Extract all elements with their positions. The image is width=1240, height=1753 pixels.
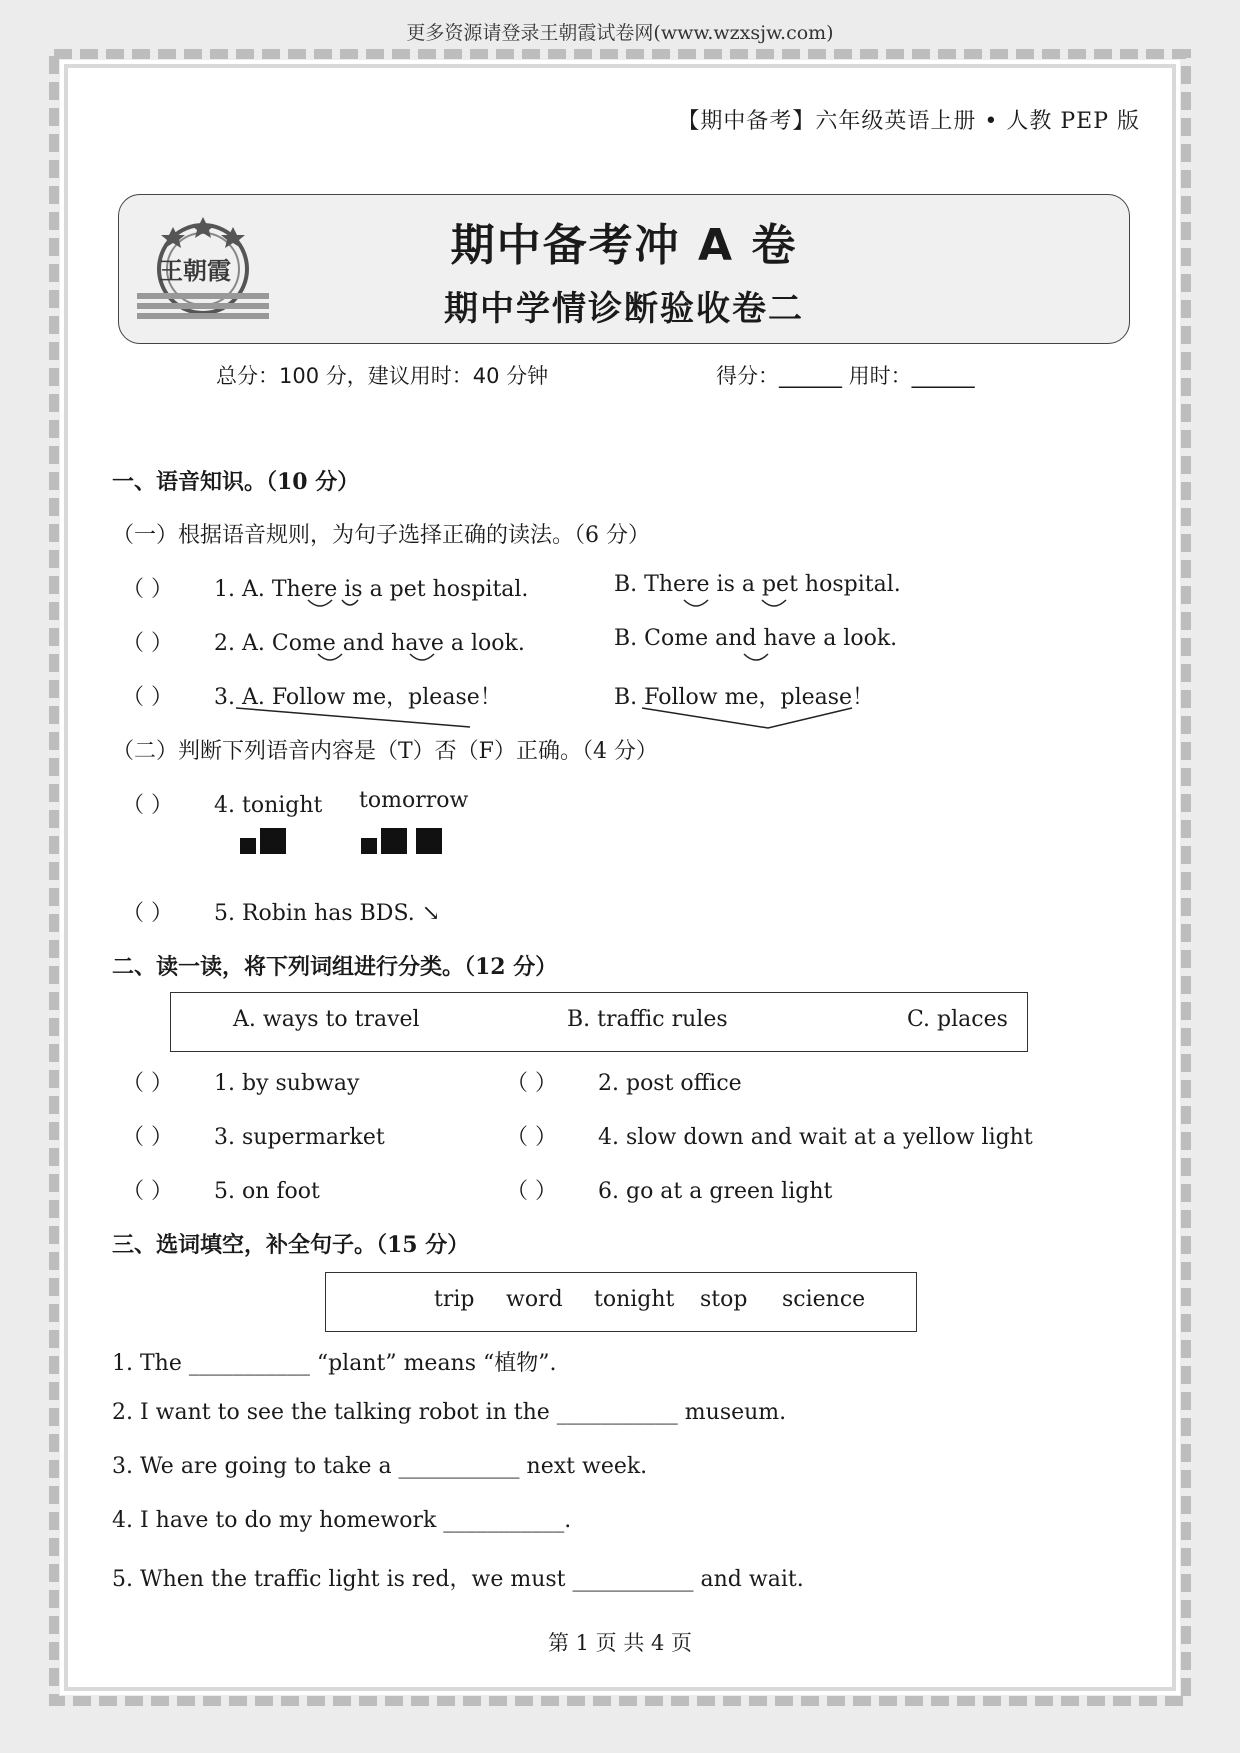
- classify-item[interactable]: [506, 1174, 832, 1205]
- section2-heading: 二、读一读，将下列词组进行分类。（12 分）: [112, 954, 558, 980]
- category-option: A. ways to travel: [233, 1007, 420, 1032]
- word-bank-item: trip: [434, 1287, 475, 1312]
- answer-paren[interactable]: （ ）: [122, 1179, 173, 1204]
- classify-item[interactable]: [506, 1066, 742, 1097]
- answer-paren[interactable]: （ ）: [122, 901, 173, 926]
- question-4-word2: tomorrow: [359, 788, 469, 813]
- question-text: 4. tonight: [214, 793, 323, 818]
- question-1b: B. There is a pet hospital.: [614, 572, 901, 597]
- section1-part1-heading: （一）根据语音规则，为句子选择正确的读法。（6 分）: [112, 523, 650, 548]
- question-text: 5. Robin has BDS. ↘: [214, 901, 441, 926]
- stress-block-large: [260, 828, 286, 854]
- item-text: 4. slow down and wait at a yellow light: [598, 1125, 1033, 1150]
- classify-item[interactable]: [122, 1066, 359, 1097]
- question-5[interactable]: [122, 896, 440, 927]
- item-text: 6. go at a green light: [598, 1179, 833, 1204]
- word-bank-item: science: [782, 1287, 866, 1312]
- answer-paren[interactable]: （ ）: [122, 685, 173, 710]
- word-bank-box: [325, 1272, 917, 1332]
- score-fields[interactable]: 得分：______ 用时：______: [716, 364, 975, 388]
- series-label: 【期中备考】六年级英语上册 • 人教 PEP 版: [677, 109, 1140, 134]
- section1-heading: 一、语音知识。（10 分）: [112, 469, 360, 495]
- word-bank-item: word: [506, 1287, 563, 1312]
- classify-item[interactable]: [122, 1174, 320, 1205]
- word-bank-item: tonight: [594, 1287, 675, 1312]
- answer-paren[interactable]: （ ）: [122, 577, 173, 602]
- answer-paren[interactable]: （ ）: [506, 1179, 557, 1204]
- page-subtitle: 期中学情诊断验收卷二: [444, 289, 804, 329]
- fill-sentence[interactable]: 3. We are going to take a ___________ next week.: [112, 1454, 648, 1479]
- answer-paren[interactable]: （ ）: [506, 1125, 557, 1150]
- answer-paren[interactable]: （ ）: [122, 793, 173, 818]
- classify-item[interactable]: [122, 1120, 385, 1151]
- classify-item[interactable]: [506, 1120, 1033, 1151]
- word-bank-item: stop: [700, 1287, 748, 1312]
- question-3b: B. Follow me，please！: [614, 685, 875, 710]
- stress-block-small: [240, 838, 256, 854]
- question-text: 2. A. Come and have a look.: [214, 631, 525, 656]
- question-4[interactable]: [122, 788, 322, 819]
- fill-sentence[interactable]: 4. I have to do my homework ___________.: [112, 1508, 572, 1533]
- stress-block-large: [381, 828, 407, 854]
- answer-paren[interactable]: （ ）: [122, 1071, 173, 1096]
- question-text: 3. A. Follow me，please！: [214, 685, 502, 710]
- item-text: 5. on foot: [214, 1179, 320, 1204]
- item-text: 1. by subway: [214, 1071, 360, 1096]
- site-note: 更多资源请登录王朝霞试卷网(www.wzxsjw.com): [406, 22, 834, 44]
- page-title: 期中备考冲 A 卷: [450, 220, 798, 271]
- question-2b: B. Come and have a look.: [614, 626, 898, 651]
- section3-heading: 三、选词填空，补全句子。（15 分）: [112, 1232, 470, 1258]
- logo-text: 王朝霞: [159, 256, 231, 285]
- item-text: 3. supermarket: [214, 1125, 385, 1150]
- category-box: [170, 992, 1028, 1052]
- question-text: 1. A. There is a pet hospital.: [214, 577, 529, 602]
- fill-sentence[interactable]: 2. I want to see the talking robot in the ___________ museum.: [112, 1400, 787, 1425]
- fill-sentence[interactable]: 1. The ___________ “plant” means “植物”.: [112, 1351, 557, 1376]
- answer-paren[interactable]: （ ）: [506, 1071, 557, 1096]
- category-option: C. places: [907, 1007, 1008, 1032]
- stress-block-small: [361, 838, 377, 854]
- answer-paren[interactable]: （ ）: [122, 1125, 173, 1150]
- answer-paren[interactable]: （ ）: [122, 631, 173, 656]
- stress-block-large: [416, 828, 442, 854]
- fill-sentence[interactable]: 5. When the traffic light is red，we must ___________ and wait.: [112, 1567, 804, 1592]
- score-info: 总分：100 分，建议用时：40 分钟: [216, 364, 549, 388]
- section1-part2-heading: （二）判断下列语音内容是（T）否（F）正确。（4 分）: [112, 739, 658, 764]
- page-footer: 第 1 页 共 4 页: [547, 1631, 693, 1655]
- item-text: 2. post office: [598, 1071, 742, 1096]
- category-option: B. traffic rules: [567, 1007, 728, 1032]
